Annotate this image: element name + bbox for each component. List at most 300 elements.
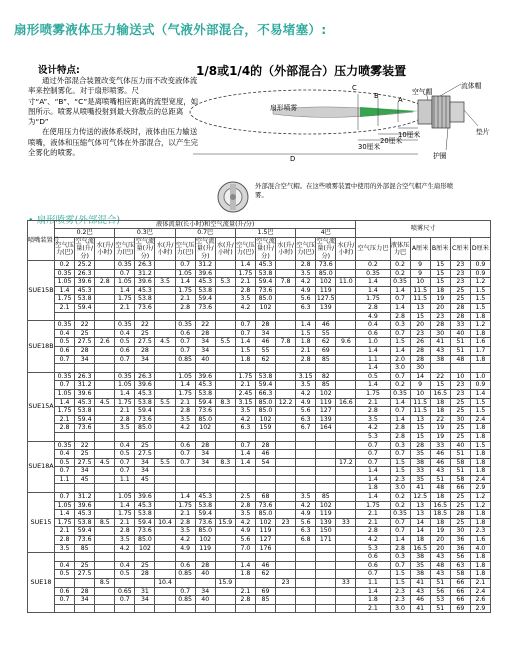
table-cell (95, 415, 115, 424)
table-cell: 9 (410, 269, 430, 278)
table-cell: 33 (450, 321, 470, 330)
table-cell: 0.2 (390, 381, 410, 390)
table-cell (255, 553, 275, 562)
table-row (28, 321, 491, 330)
table-cell: 2.8 (175, 304, 195, 313)
table-cell: 13 (410, 415, 430, 424)
table-cell: 1.2 (470, 493, 490, 502)
table-cell: 2.8 (235, 596, 255, 605)
table-row (28, 415, 491, 424)
table-cell (155, 372, 175, 381)
table-cell: 1.8 (296, 338, 316, 347)
table-cell: 23 (410, 329, 430, 338)
table-cell (155, 553, 175, 562)
table-cell: 102 (316, 278, 336, 287)
table-cell (95, 510, 115, 519)
table-cell: 0.7 (115, 458, 135, 467)
table-cell: 53.8 (75, 295, 95, 304)
table-cell (115, 432, 135, 441)
table-cell (336, 527, 356, 536)
table-cell (95, 364, 115, 373)
table-cell: 1.4 (55, 286, 75, 295)
table-cell: 1.5 (470, 286, 490, 295)
table-cell (155, 381, 175, 390)
table-cell: 16.6 (336, 398, 356, 407)
table-cell: 59.4 (135, 518, 155, 527)
table-cell (215, 355, 235, 364)
table-cell: 0.35 (115, 261, 135, 270)
table-cell (336, 355, 356, 364)
table-cell: 139 (316, 304, 336, 313)
table-cell: 1.75 (175, 286, 195, 295)
table-cell: 6.8 (296, 536, 316, 545)
table-cell: 38 (430, 355, 450, 364)
table-cell: 27.5 (75, 458, 95, 467)
table-cell (336, 261, 356, 270)
table-cell: 51 (430, 579, 450, 588)
table-cell: 22 (135, 321, 155, 330)
table-cell (215, 441, 235, 450)
table-cell (155, 346, 175, 355)
table-cell: 1.4 (356, 493, 390, 502)
table-cell (215, 286, 235, 295)
table-cell: 0.4 (55, 329, 75, 338)
table-cell: 51 (450, 467, 470, 476)
table-cell (155, 424, 175, 433)
table-cell (195, 553, 215, 562)
table-cell: 1.5 (390, 579, 410, 588)
table-cell: 25 (450, 407, 470, 416)
table-cell: 3.15 (235, 398, 255, 407)
table-cell: 3.5 (235, 510, 255, 519)
nozzle-body (418, 96, 464, 128)
table-cell (155, 321, 175, 330)
label-guard: 护圈 (433, 152, 447, 160)
table-cell (276, 493, 296, 502)
table-cell (95, 372, 115, 381)
table-row (28, 570, 491, 579)
table-cell: 176 (255, 544, 275, 553)
table-cell: 1.75 (115, 398, 135, 407)
table-cell (336, 561, 356, 570)
table-cell: 73.6 (135, 527, 155, 536)
hdr-pressure-0: 0.2巴 (55, 229, 115, 237)
table-cell (95, 596, 115, 605)
table-cell (336, 570, 356, 579)
table-cell: 34 (255, 329, 275, 338)
table-cell (135, 432, 155, 441)
table-cell (276, 355, 296, 364)
table-cell (215, 432, 235, 441)
table-cell: 59.4 (195, 398, 215, 407)
table-cell (215, 475, 235, 484)
table-cell: 2.3 (470, 527, 490, 536)
table-cell: 159 (255, 424, 275, 433)
table-cell: 85 (255, 596, 275, 605)
table-cell: 0.7 (55, 381, 75, 390)
table-cell: 34 (75, 355, 95, 364)
table-cell: 0.4 (55, 450, 75, 459)
table-cell: 48 (430, 561, 450, 570)
table-cell: 2.8 (356, 407, 390, 416)
table-cell (95, 407, 115, 416)
table-cell: 0.6 (175, 561, 195, 570)
table-cell: 12.5 (410, 493, 430, 502)
table-cell: 3.5 (296, 493, 316, 502)
table-cell: 5.5 (155, 398, 175, 407)
model-cell: SUE15 (28, 493, 55, 553)
table-cell: 1.0 (470, 372, 490, 381)
table-cell (95, 501, 115, 510)
table-cell (296, 596, 316, 605)
table-cell: 1.8 (470, 553, 490, 562)
table-cell: 41 (430, 338, 450, 347)
table-cell: 0.7 (175, 338, 195, 347)
table-cell: 3.5 (55, 544, 75, 553)
table-cell (235, 432, 255, 441)
table-cell (215, 570, 235, 579)
table-cell (296, 561, 316, 570)
table-cell: 41 (410, 579, 430, 588)
table-cell: 0.7 (356, 450, 390, 459)
table-cell: 0.7 (356, 441, 390, 450)
table-cell: 16.5 (410, 544, 430, 553)
hdr-model: 喷嘴装置号 (28, 221, 55, 261)
table-cell: 1.4 (235, 450, 255, 459)
table-cell: 18 (430, 493, 450, 502)
table-cell (175, 475, 195, 484)
table-cell: 1.8 (470, 329, 490, 338)
table-cell: 40 (195, 596, 215, 605)
table-cell: 0.2 (390, 261, 410, 270)
table-row (28, 579, 491, 588)
table-cell: 28 (255, 441, 275, 450)
table-cell: 0.3 (390, 553, 410, 562)
table-cell (276, 424, 296, 433)
table-cell: 0.5 (115, 450, 135, 459)
table-cell: 3.0 (390, 364, 410, 373)
hdr-size-col-2: A厘米 (410, 237, 430, 260)
table-cell: 56 (430, 587, 450, 596)
table-cell: 0.7 (175, 261, 195, 270)
table-cell: 1.75 (115, 510, 135, 519)
table-cell: 5.3 (356, 432, 390, 441)
table-cell (255, 467, 275, 476)
table-cell: 58 (450, 458, 470, 467)
table-cell: 1.4 (390, 286, 410, 295)
table-cell: 8.3 (215, 458, 235, 467)
table-cell: 0.3 (390, 321, 410, 330)
table-cell: 4.2 (296, 389, 316, 398)
table-cell (336, 372, 356, 381)
table-cell (316, 364, 336, 373)
table-cell: 1.4 (390, 346, 410, 355)
table-cell: 127.5 (316, 295, 335, 303)
table-cell: 31.2 (135, 269, 155, 278)
table-cell (336, 536, 356, 545)
table-cell: 0.35 (55, 441, 75, 450)
table-cell (135, 604, 155, 613)
table-cell: 85 (316, 355, 336, 364)
table-row (28, 304, 491, 313)
table-cell: 85.0 (195, 527, 215, 536)
table-cell: 40 (195, 570, 215, 579)
table-cell: 102 (255, 304, 275, 313)
table-cell (316, 544, 336, 553)
table-cell (316, 484, 336, 493)
table-cell: 2.1 (55, 304, 75, 313)
table-cell: 15 (430, 381, 450, 390)
table-cell: 0.7 (390, 372, 410, 381)
inset-caption: 外部混合空气帽。在这些喷雾装置中使用的外部混合空气帽产生扇形喷雾。 (255, 182, 454, 199)
table-cell (316, 587, 336, 596)
table-cell: 2.8 (115, 415, 135, 424)
table-cell: 0.5 (115, 570, 135, 579)
table-cell: 51 (430, 475, 450, 484)
table-cell: 18 (430, 518, 450, 527)
table-cell (115, 604, 135, 613)
table-cell (155, 604, 175, 613)
table-cell (276, 450, 296, 459)
table-cell (155, 501, 175, 510)
table-cell: 25 (135, 441, 155, 450)
table-cell (215, 510, 235, 519)
table-cell: 4.2 (115, 544, 135, 553)
table-cell: 46 (255, 450, 275, 459)
table-row (28, 269, 491, 278)
label-dist-a: 10厘米 (398, 131, 421, 139)
table-cell: 45 (135, 475, 155, 484)
table-cell (336, 295, 356, 304)
table-cell (316, 596, 336, 605)
table-cell: 10.4 (155, 579, 175, 588)
table-cell: 25 (135, 561, 155, 570)
table-row (28, 278, 491, 287)
table-cell: 0.4 (55, 561, 75, 570)
table-cell (255, 484, 275, 493)
table-cell: 8.3 (215, 398, 235, 407)
table-cell (336, 484, 356, 493)
table-cell: 30 (410, 364, 430, 373)
table-cell: 16.5 (430, 389, 450, 398)
table-cell (155, 269, 175, 278)
table-cell: 0.4 (115, 561, 135, 570)
table-cell: 0.2 (390, 269, 410, 278)
table-cell: 2.8 (390, 544, 410, 553)
table-cell: 9 (410, 381, 430, 390)
table-cell (75, 579, 95, 588)
features-paragraph-2: 在使用压力传送的液体系统时，液体由压力输送喷嘴，液体和压缩气体可气体在外部混合，以产生完全雾化的喷雾。 (28, 127, 198, 158)
table-cell: 28 (430, 321, 450, 330)
table-cell: 28 (410, 441, 430, 450)
table-cell: 2.6 (95, 338, 115, 347)
table-cell: 34 (195, 338, 215, 347)
table-cell: 28 (195, 329, 215, 338)
table-cell (215, 450, 235, 459)
table-cell: 1.7 (470, 346, 490, 355)
table-cell: 1.1 (356, 355, 390, 364)
table-cell (95, 355, 115, 364)
table-cell (255, 312, 275, 321)
table-cell: 22 (430, 372, 450, 381)
table-cell (95, 527, 115, 536)
table-cell: 51 (450, 338, 470, 347)
table-cell (195, 467, 215, 476)
table-cell: 43 (430, 570, 450, 579)
table-cell: 34 (135, 467, 155, 476)
table-cell: 22 (430, 415, 450, 424)
label-dim-c: C (352, 84, 357, 92)
table-cell (235, 579, 255, 588)
table-cell: 39.6 (135, 381, 155, 390)
table-cell: 53.8 (195, 286, 215, 295)
table-cell: 63 (450, 561, 470, 570)
table-cell: 1.8 (235, 570, 255, 579)
table-cell (155, 389, 175, 398)
table-cell: 46 (255, 338, 275, 347)
table-cell (115, 484, 135, 493)
table-cell (155, 295, 175, 304)
table-cell (336, 346, 356, 355)
table-cell: 0.2 (390, 501, 410, 510)
table-cell (336, 553, 356, 562)
table-cell (115, 579, 135, 588)
table-cell: 0.9 (470, 261, 490, 270)
table-row (28, 295, 491, 304)
table-cell (155, 304, 175, 313)
table-cell: 102 (195, 536, 215, 545)
table-cell: 5.6 (296, 407, 316, 416)
table-cell: 6.3 (296, 304, 316, 313)
table-cell (296, 604, 316, 613)
table-cell (276, 295, 296, 304)
table-cell (195, 312, 215, 321)
table-cell: 33 (410, 467, 430, 476)
table-cell: 33 (336, 579, 356, 588)
table-cell: 38 (410, 458, 430, 467)
table-cell (195, 432, 215, 441)
table-cell: 0.4 (115, 329, 135, 338)
table-cell (336, 501, 356, 510)
table-cell (215, 493, 235, 502)
table-cell: 4.2 (235, 304, 255, 313)
table-row (28, 407, 491, 416)
table-cell: 2.1 (175, 398, 195, 407)
table-cell: 48 (450, 355, 470, 364)
table-cell: 4.9 (296, 510, 316, 519)
table-cell: 45.3 (75, 510, 95, 519)
table-cell (55, 553, 75, 562)
table-cell: 6.3 (296, 415, 316, 424)
hdr-flow: 液体流量(长小时)和空气流量(升/分) (55, 221, 356, 229)
table-cell (75, 484, 95, 493)
table-cell: 0.6 (115, 346, 135, 355)
table-cell (336, 493, 356, 502)
table-cell (276, 510, 296, 519)
table-row (28, 596, 491, 605)
table-cell: 0.7 (55, 596, 75, 605)
table-cell: 1.8 (470, 510, 490, 519)
table-cell: 0.5 (55, 570, 75, 579)
table-cell: 85 (75, 544, 95, 553)
table-cell (255, 364, 275, 373)
table-cell: 0.4 (356, 321, 390, 330)
table-cell (175, 553, 195, 562)
table-cell (336, 381, 356, 390)
table-cell: 69 (255, 587, 275, 596)
table-cell: 1.8 (356, 484, 390, 493)
table-cell: 2.8 (390, 432, 410, 441)
table-cell: 18 (410, 536, 430, 545)
table-cell (95, 493, 115, 502)
table-cell: 3.5 (175, 527, 195, 536)
hdr-sub-0-0: 空气压力(巴) (55, 237, 75, 260)
table-cell: 40 (195, 355, 215, 364)
table-cell: 0.7 (390, 407, 410, 416)
table-cell: 26.3 (135, 261, 155, 270)
table-cell: 68 (255, 493, 275, 502)
table-cell (235, 364, 255, 373)
table-cell (276, 596, 296, 605)
table-cell (155, 286, 175, 295)
table-cell: 22 (75, 321, 95, 330)
table-cell (336, 286, 356, 295)
table-cell: 23 (450, 278, 470, 287)
table-cell: 1.4 (235, 261, 255, 270)
table-cell (215, 346, 235, 355)
table-cell (155, 493, 175, 502)
table-cell (115, 553, 135, 562)
table-cell: 31.2 (195, 261, 215, 270)
table-cell: 0.7 (55, 493, 75, 502)
table-cell: 7.8 (276, 338, 296, 347)
table-row (28, 458, 491, 467)
table-cell: 1.5 (470, 407, 490, 416)
table-cell: 18 (430, 286, 450, 295)
table-cell (235, 467, 255, 476)
table-cell (296, 364, 316, 373)
table-cell (296, 441, 316, 450)
table-cell: 2.1 (235, 278, 255, 287)
table-cell: 1.4 (356, 587, 390, 596)
table-cell: 66 (450, 587, 470, 596)
table-cell: 35 (410, 561, 430, 570)
section-label: • 扇形喷雾(外部混合) (28, 215, 121, 226)
table-cell: 0.7 (235, 321, 255, 330)
table-cell (430, 364, 450, 373)
table-cell: 1.4 (356, 475, 390, 484)
table-cell: 4.2 (356, 424, 390, 433)
table-cell: 1.4 (55, 510, 75, 519)
table-cell: 4.9 (235, 527, 255, 536)
table-cell: 0.35 (55, 372, 75, 381)
table-cell: 45.3 (135, 389, 155, 398)
table-cell: 59.4 (195, 295, 215, 304)
table-cell: 1.5 (470, 295, 490, 304)
table-cell: 19 (430, 424, 450, 433)
table-cell: 0.5 (55, 458, 75, 467)
table-cell: 0.35 (390, 278, 410, 287)
table-cell: 58 (450, 475, 470, 484)
table-cell: 2.1 (175, 510, 195, 519)
hdr-sub-1-1: 空气流量(升/分) (135, 237, 155, 260)
table-cell (235, 475, 255, 484)
table-row (28, 475, 491, 484)
table-row (28, 493, 491, 502)
table-cell (296, 450, 316, 459)
table-cell: 15 (430, 278, 450, 287)
table-cell (276, 570, 296, 579)
